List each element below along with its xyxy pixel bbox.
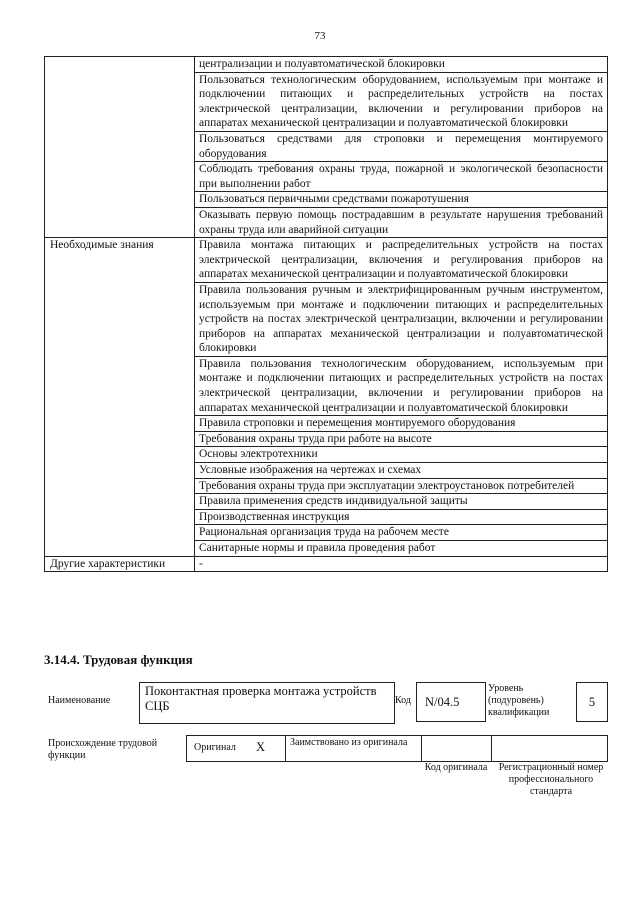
knowledge-item: Основы электротехники — [195, 447, 608, 463]
skills-label-cell — [45, 57, 195, 238]
section-heading: 3.14.4. Трудовая функция — [44, 652, 193, 667]
knowledge-item: Условные изображения на чертежах и схемах — [195, 463, 608, 479]
knowledge-item: Правила пользования ручным и электрифицированным ручным инструментом, используемым при монтаже и подключении питающих и распределительных устройств на постах электрической централизации, включении и регулировании приборов на аппаратах механической централизации и полуавтоматической блокировки — [195, 282, 608, 356]
skill-item: централизации и полуавтоматической блокировки — [195, 57, 608, 73]
table-row — [45, 57, 608, 73]
code-value: N/04.5 — [416, 682, 486, 722]
skill-item: Пользоваться средствами для строповки и перемещения монтируемого оборудования — [195, 131, 608, 161]
code-label: Код — [395, 695, 411, 706]
skill-item: Соблюдать требования охраны труда, пожарной и экологической безопасности при выполнении работ — [195, 162, 608, 192]
other-label: Другие характеристики — [45, 556, 195, 572]
knowledge-item: Санитарные нормы и правила проведения работ — [195, 541, 608, 557]
knowledge-item: Требования охраны труда при эксплуатации электроустановок потребителей — [195, 478, 608, 494]
divider — [285, 735, 286, 761]
table-row — [45, 556, 608, 572]
name-value: Поконтактная проверка монтажа устройств СЦБ — [139, 682, 395, 724]
name-label: Наименование — [48, 695, 111, 706]
knowledge-item: Правила пользования технологическим оборудованием, используемым при монтаже и подключении питающих и распределительных устройств на постах электрической централизации, включении и регулировании приборов на аппаратах механической централизации и полуавтоматической блокировки — [195, 356, 608, 415]
original-mark: X — [256, 740, 266, 754]
competency-table — [44, 56, 608, 572]
level-label: Уровень (подуровень) квалификации — [488, 683, 550, 718]
knowledge-item: Правила монтажа питающих и распределительных устройств на постах электрической централизации, включения и регулирования приборов на аппаратах механической централизации и полуавтоматической блокировки — [195, 238, 608, 283]
level-value: 5 — [576, 682, 608, 722]
knowledge-item: Требования охраны труда при работе на высоте — [195, 431, 608, 447]
origin-label: Происхождение трудовой функции — [48, 738, 158, 761]
knowledge-item: Правила строповки и перемещения монтируемого оборудования — [195, 416, 608, 432]
borrowed-label: Заимствовано из оригинала — [290, 737, 408, 748]
skill-item: Оказывать первую помощь пострадавшим в результате нарушения требований охраны труда или аварийной ситуации — [195, 207, 608, 237]
table-row — [45, 238, 608, 283]
page-number: 73 — [314, 30, 326, 42]
divider — [421, 735, 422, 761]
skill-item: Пользоваться технологическим оборудованием, используемым при монтаже и подключении питающих и распределительных устройств на постах электрической централизации, включении и регулировании приборов на аппаратах механической централизации и полуавтоматической блокировки — [195, 72, 608, 131]
knowledge-item: Рациональная организация труда на рабочем месте — [195, 525, 608, 541]
original-label: Оригинал — [194, 742, 236, 753]
skill-item: Пользоваться первичными средствами пожаротушения — [195, 192, 608, 208]
code-caption: Код оригинала — [424, 762, 488, 773]
reg-caption: Регистрационный номер профессионального стандарта — [498, 762, 604, 797]
divider — [491, 735, 492, 761]
knowledge-label: Необходимые знания — [45, 238, 195, 556]
knowledge-item: Правила применения средств индивидуальной защиты — [195, 494, 608, 510]
other-value: - — [195, 556, 608, 572]
knowledge-item: Производственная инструкция — [195, 509, 608, 525]
